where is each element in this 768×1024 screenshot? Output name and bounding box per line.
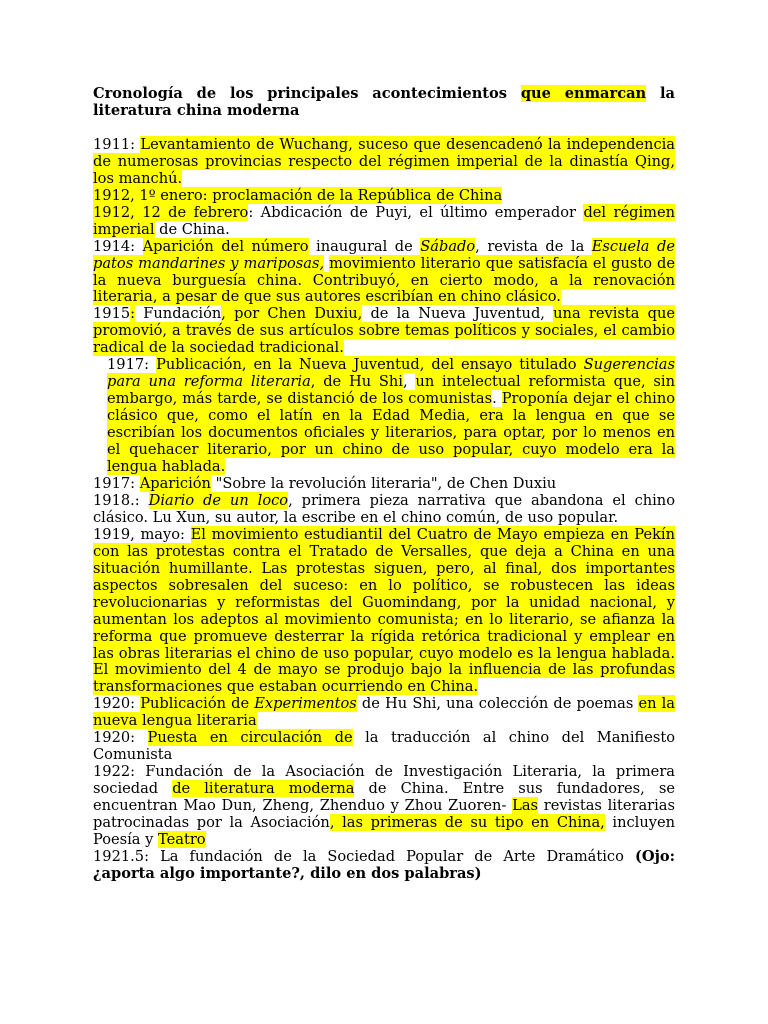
entry-year: 1917: <box>93 474 140 492</box>
text: Fundación <box>135 305 222 323</box>
entry-year: 1911: <box>93 135 141 153</box>
highlight: Aparición del número <box>142 237 309 255</box>
text: : Abdicación de Puyi, el último emperador <box>248 203 584 221</box>
entry-1911 <box>93 137 675 188</box>
entry-year: 1919, mayo: <box>93 525 191 543</box>
highlight: Proponía dejar el chino clásico que, como el latín en la Edad Media, era la lengua en que se escribían los documentos oficiales y literarios, para optar, por lo menos en el quehacer literario, por un chino de uso popular, cuyo modelo era la lengua hablada. <box>107 390 676 476</box>
entry-1922 <box>93 764 675 849</box>
highlight: Puesta en circulación de <box>147 729 353 747</box>
entry-1920-experimentos <box>93 696 675 730</box>
highlight: 1912, 1º enero: proclamación de la República de China <box>93 186 503 204</box>
text: de Hu Shi, una colección de poemas <box>356 695 639 713</box>
entry-1917-ensayo <box>93 357 675 476</box>
entry-year: 1917: <box>107 356 157 374</box>
italic-title: Sugerencias para una reforma literaria <box>107 356 675 391</box>
title-text-end: la literatura china moderna <box>93 85 675 119</box>
highlight: Las <box>512 797 539 815</box>
text: , <box>402 373 416 391</box>
highlight: en la nueva lengua literaria <box>93 695 675 730</box>
highlight: , las primeras de su tipo en China, <box>329 814 605 832</box>
text: , revista de la <box>475 237 592 255</box>
text: inaugural de <box>308 237 421 255</box>
entry-1914 <box>93 239 675 307</box>
title-text: Cronología de los principales acontecimientos <box>93 85 521 102</box>
text: "Sobre la revolución literaria", de Chen Duxiu <box>210 474 557 492</box>
entry-1919 <box>93 527 675 697</box>
highlight: movimiento literario que satisfacía el gusto de la nueva burguesía china. Contribuyó, en cierto modo, a la renovación literaria, a pesar de que sus autores escribían en chino clásico. <box>93 254 676 306</box>
title-highlight: que enmarcan <box>520 85 647 102</box>
highlight: El movimiento estudiantil del Cuatro de Mayo empieza en Pekín con las protestas contra el Tratado de Versalles, que deja a China en una situación humillante. Las protestas siguen, pero, al final, dos importantes aspectos sobresalen del suceso: en lo político, se robustecen las ideas revolucionarias y reformistas del Guomindang, por la unidad nacional, y aumentan los adeptos al movimiento comunista; en lo literario, se afianza la reforma que promueve desterrar la rígida retórica tradicional y emplear en las obras literarias el chino de uso popular, cuyo modelo es la lengua hablada. El movimiento del 4 de mayo se produjo bajo la influencia de las profundas transformaciones que estaban ocurriendo en China. <box>93 525 675 696</box>
entry-year: 1915 <box>93 305 131 323</box>
highlight: de literatura moderna <box>172 780 355 798</box>
document-title <box>93 86 675 120</box>
italic-title: Escuela de patos mandarines y mariposas, <box>93 237 675 272</box>
entry-1920-manifiesto <box>93 730 675 764</box>
italic-title: Diario de un loco <box>148 491 289 509</box>
highlight: Publicación de <box>140 695 255 713</box>
entry-1915 <box>93 306 675 357</box>
text: , primera pieza narrativa que abandona el chino clásico. Lu Xun, su autor, la escribe en el chino común, de uso popular. <box>93 491 675 526</box>
text: 1922: Fundación de la Asociación de Investigación Literaria, la primera sociedad <box>93 763 675 798</box>
text: . <box>492 390 502 408</box>
highlight: , por Chen Duxiu, <box>221 305 363 323</box>
text: de la Nueva Juventud, <box>362 305 554 323</box>
text: 1921.5: La fundación de la Sociedad Popular de Arte Dramático <box>93 847 635 865</box>
entry-1912-enero <box>93 188 675 205</box>
entry-year: 1920: <box>93 729 148 747</box>
highlight: Teatro <box>158 830 206 848</box>
highlight: 1912, 12 de febrero <box>93 203 249 221</box>
entry-year: 1920: <box>93 695 141 713</box>
italic-title: Experimentos <box>254 695 357 713</box>
entry-1912-febrero <box>93 205 675 239</box>
bold-note: (Ojo: ¿aporta algo importante?, dilo en dos palabras) <box>93 847 675 882</box>
text: la traducción al chino del Manifiesto Comunista <box>93 729 675 764</box>
highlight: del régimen imperial <box>93 203 675 238</box>
italic-title: Sábado <box>420 237 476 255</box>
highlight: un intelectual reformista que, sin embargo, más tarde, se distanció de los comunistas <box>107 373 675 408</box>
highlight: , de Hu Shi <box>310 373 403 391</box>
entry-1921 <box>93 849 675 883</box>
highlight: una revista que promovió, a través de sus artículos sobre temas políticos y sociales, el cambio radical de la sociedad tradicional. <box>93 305 675 357</box>
text: de China. Entre sus fundadores, se encuentran Mao Dun, Zheng, Zhenduo y Zhou Zuoren- <box>93 780 676 815</box>
text: revistas literarias patrocinadas por la Asociación <box>93 797 675 832</box>
entry-1917-aparicion <box>93 476 675 493</box>
entry-year: 1914: <box>93 237 143 255</box>
document-page <box>93 86 675 883</box>
highlight: Levantamiento de Wuchang, suceso que desencadenó la independencia de numerosas provincias respecto del régimen imperial de la dinastía Qing, los manchú. <box>93 135 675 187</box>
highlight: Aparición <box>139 474 211 492</box>
entry-1918 <box>93 493 675 527</box>
text: incluyen Poesía y <box>93 814 675 848</box>
entry-year: 1918.: <box>93 491 149 509</box>
highlight: Publicación, en la Nueva Juventud, del ensayo titulado <box>156 356 584 374</box>
text: de China. <box>154 220 230 238</box>
highlight: : <box>130 305 136 323</box>
